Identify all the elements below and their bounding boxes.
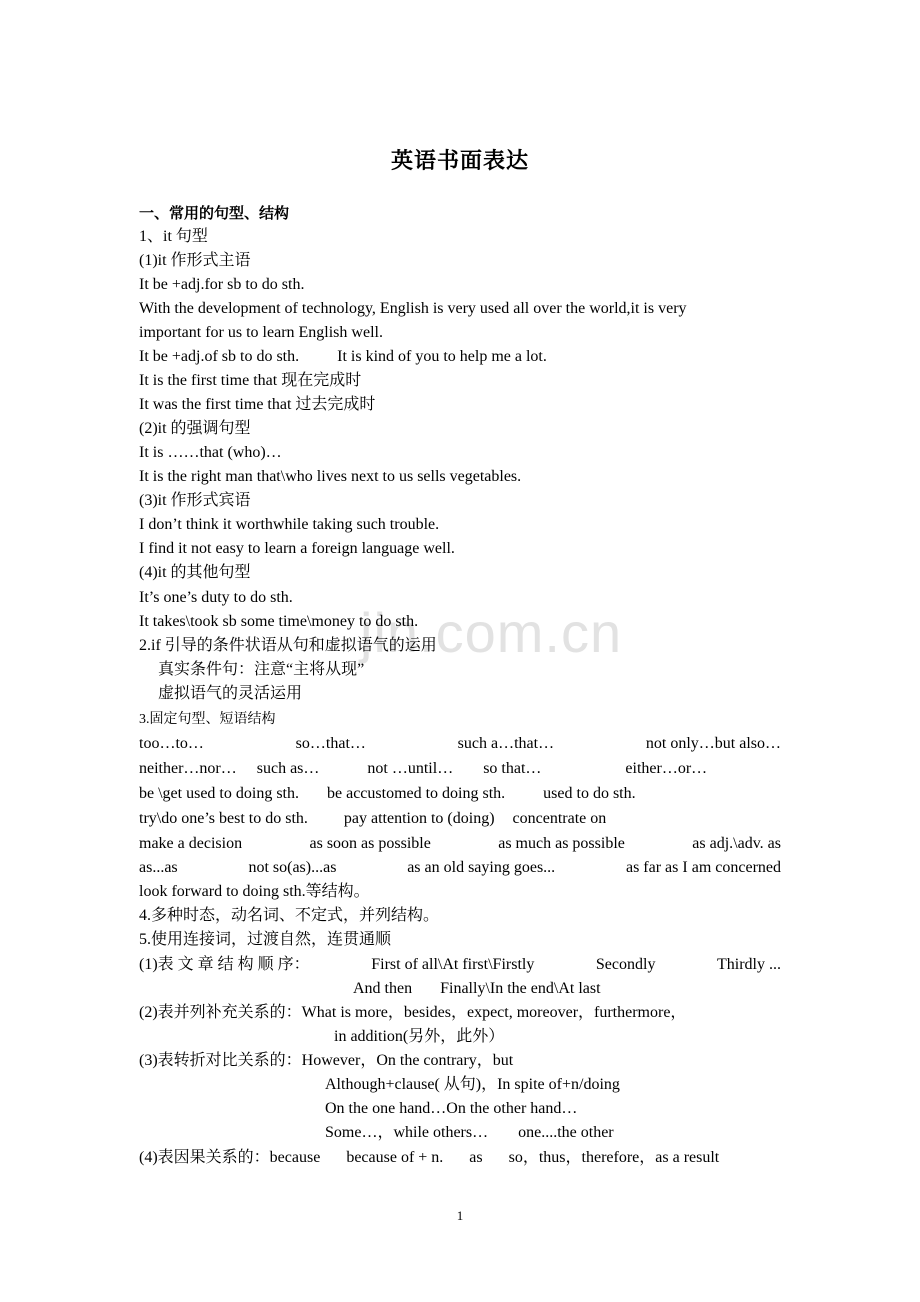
phrase: as much as possible [498,835,625,852]
connector: First of all\At first\Firstly [371,956,535,973]
text-line: It is the first time that 现在完成时 [139,372,362,389]
fixed-heading: 3.固定句型、短语结构 [139,712,276,727]
connector: Finally\In the end\At last [440,980,601,997]
text-line [139,347,547,367]
phrase: as adj.\adv. as [692,835,781,852]
connector: Some…，while others… [325,1124,489,1141]
phrase: such as… [256,760,320,777]
text-line: It is the right man that\who lives next to us sells vegetables. [139,468,522,485]
phrase-row [139,784,636,804]
text-line: It takes\took sb some time\money to do sth. [139,613,419,630]
text-line: It was the first time that 过去完成时 [139,396,376,413]
phrase: as far as I am concerned [625,859,781,876]
connector-row: in addition(另外，此外） [334,1028,505,1045]
phrase-row [139,858,781,878]
text-line: It be +adj.for sb to do sth. [139,276,305,293]
phrase: concentrate on [512,810,607,827]
phrase: be \get used to doing sth. [139,785,299,802]
section-heading: 一、常用的句型、结构 [139,204,290,222]
connector: And then [353,980,413,997]
phrase: not so(as)...as [248,859,337,876]
text-line: important for us to learn English well. [139,324,383,341]
it1-heading: (1)it 作形式主语 [139,252,251,269]
watermark: jin.com.cn [360,601,623,664]
phrase-row [139,734,781,754]
connector-row [325,1123,614,1143]
connector-row: On the one hand…On the other hand… [325,1100,578,1117]
connector-label: (1)表 文 章 结 构 顺 序： [139,956,310,973]
phrase: try\do one’s best to do sth. [139,810,308,827]
phrase: so that… [483,760,542,777]
text-line: 虚拟语气的灵活运用 [158,685,303,702]
phrase: make a decision [139,835,243,852]
page-title: 英语书面表达 [390,149,529,174]
text-line: I find it not easy to learn a foreign language well. [139,540,455,557]
phrase: as soon as possible [309,835,431,852]
phrase: neither…nor… [139,760,237,777]
phrase: too…to… [139,735,204,752]
connector-label: (3)表转折对比关系的： [139,1052,302,1069]
it4-heading: (4)it 的其他句型 [139,564,251,581]
it2-heading: (2)it 的强调句型 [139,420,251,437]
text-line: look forward to doing sth.等结构。 [139,883,370,900]
page-number: 1 [456,1208,464,1223]
connector: so，thus，therefore，as a result [508,1149,720,1166]
phrase: either…or… [625,760,708,777]
connector: What is more，besides，expect, moreover，furthermore， [301,1004,687,1021]
connector-row [139,955,781,975]
connector: as [469,1149,483,1166]
connector-row: Although+clause( 从句)，In spite of+n/doing [325,1076,620,1093]
connector: Thirdly ... [716,956,781,973]
phrase: not only…but also… [645,735,781,752]
example: It is kind of you to help me a lot. [337,348,547,365]
phrase: not …until… [367,760,454,777]
text-line: With the development of technology, English is very used all over the world,it is very [139,300,687,317]
connector-row [139,1003,686,1023]
connector-row [353,979,601,999]
phrase-row [139,809,606,829]
connector-label: (4)表因果关系的： [139,1149,270,1166]
it3-heading: (3)it 作形式宾语 [139,492,251,509]
text-line: 4.多种时态，动名词、不定式，并列结构。 [139,907,440,924]
phrase: such a…that… [457,735,555,752]
connector: because [269,1149,321,1166]
phrase: used to do sth. [543,785,636,802]
connector-row [139,1051,513,1071]
phrase-row [139,759,707,779]
connector: one....the other [518,1124,614,1141]
phrase: be accustomed to doing sth. [326,785,506,802]
phrase: as...as [139,859,178,876]
phrase: so…that… [295,735,366,752]
phrase-row [139,834,781,854]
text-line: 5.使用连接词，过渡自然，连贯通顺 [139,931,392,948]
connector: Secondly [595,956,656,973]
text-line: I don’t think it worthwhile taking such trouble. [139,516,440,533]
pattern: It be +adj.of sb to do sth. [139,348,300,365]
connector-label: (2)表并列补充关系的： [139,1004,302,1021]
phrase: as an old saying goes... [407,859,556,876]
if-heading: 2.if 引导的条件状语从句和虚拟语气的运用 [139,637,437,654]
phrase: pay attention to (doing) [343,810,495,827]
text-line: It is ……that (who)… [139,444,282,461]
text-line: 真实条件句：注意“主将从现” [158,661,365,678]
connector-row [139,1148,719,1168]
connector: because of + n. [346,1149,444,1166]
text-line: It’s one’s duty to do sth. [139,589,293,606]
connector: However，On the contrary，but [301,1052,514,1069]
it-heading: 1、it 句型 [139,228,208,245]
